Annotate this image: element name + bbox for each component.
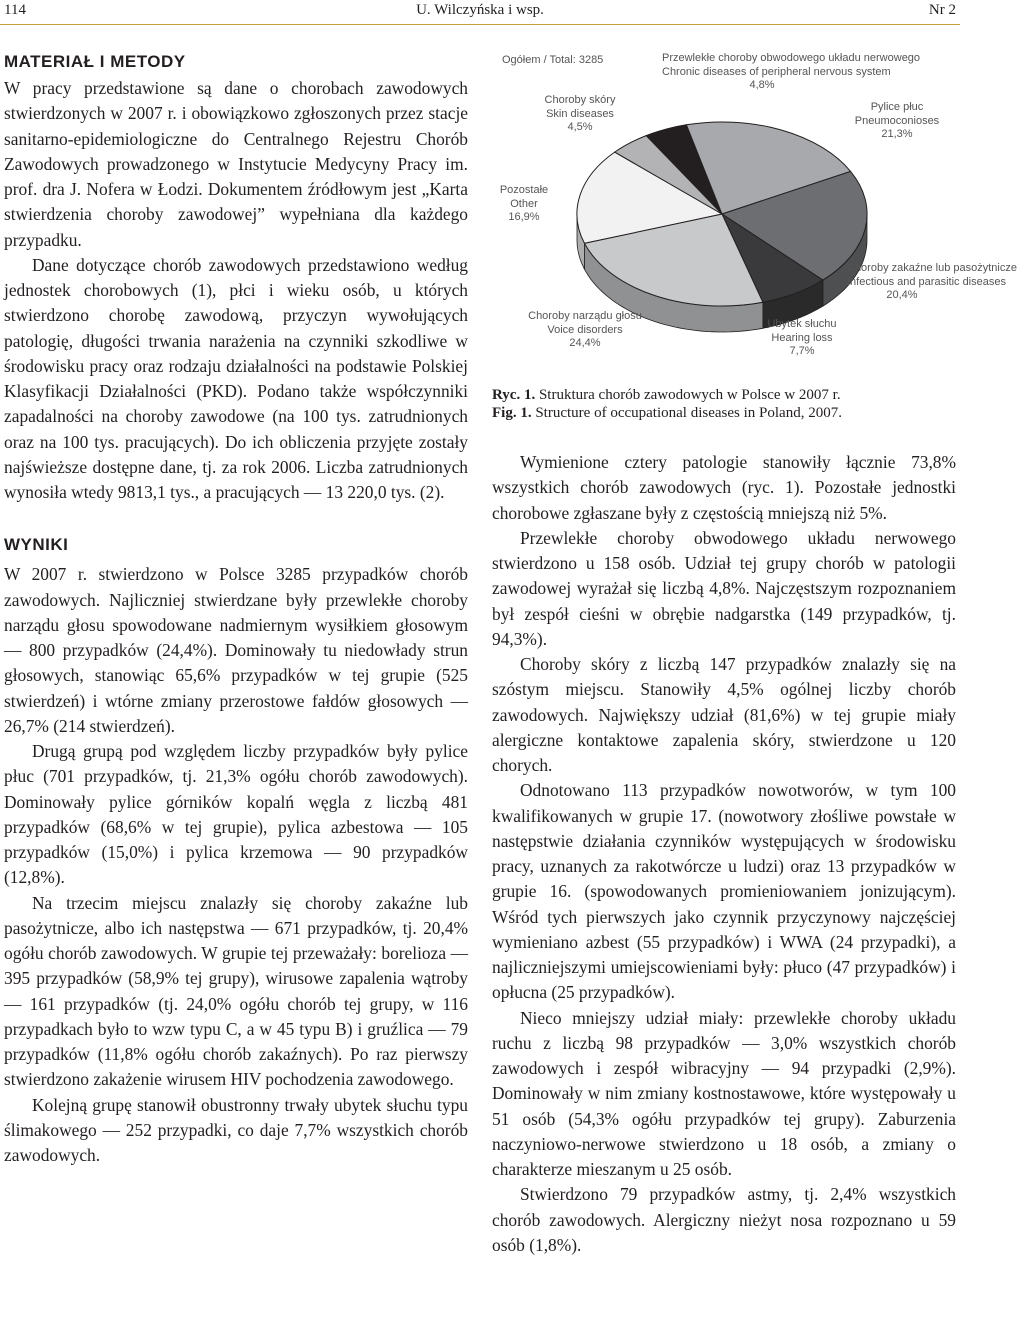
caption-label: Fig. 1. — [492, 405, 532, 421]
left-column — [4, 44, 468, 1168]
page-header — [0, 0, 960, 28]
slice-label-nervous-system: Przewlekłe choroby obwodowego układu nerwowego Chronic diseases of peripheral nervous system 4,8% — [662, 52, 921, 91]
paragraph: Odnotowano 113 przypadków nowotworów, w tym 100 kwalifikowanych w grupie 17. (nowotwory złośliwe powstałe w następstwie działania czynników występujących w środowisku pracy, uznanych za rakotwórcze u ludzi) oraz 13 przypadków w grupie 16. (spowodowanych promieniowaniem jonizującym). Wśród tych pierwszych jako czynnik przyczynowy najczęściej wymieniano azbest (55 przypadków) i WWA (24 przypadki), a najliczniejszymi umiejscowieniami były: płuco (47 przypadków) i opłucna (25 przypadków). — [492, 780, 956, 1003]
paragraph: Choroby skóry z liczbą 147 przypadków znalazły się na szóstym miejscu. Stanowiły 4,5% ogólnej liczby chorób zawodowych. Największy udział (81,6%) w tej grupie miały alergiczne kontaktowe zapalenia skóry, stwierdzone u 120 chorych. — [492, 654, 956, 775]
slice-label-hearing-loss: Ubytek słuchu Hearing loss 7,7% — [767, 318, 837, 357]
paragraph: W 2007 r. stwierdzono w Polsce 3285 przypadków chorób zawodowych. Najliczniej stwierdzane były przewlekłe choroby narządu głosu spowodowane nadmiernym wysiłkiem głosowym — 800 przypadków (24,4%). Dominowały tu niedowłady strun głosowych, stanowiąc 65,6% przypadków w tej grupie (525 stwierdzeń) i wtórne zmiany przerostowe fałdów głosowych — 26,7% (214 stwierdzeń). — [4, 564, 468, 736]
slice-label-other: Pozostałe Other 16,9% — [499, 184, 549, 223]
paragraph: W pracy przedstawione są dane o chorobach zawodowych stwierdzonych w 2007 r. i obowiązkowo zgłoszonych przez stacje sanitarno-epidemiologiczne do Centralnego Rejestru Chorób Zawodowych prowadzonego w Instytucie Medycyny Pracy im. prof. dra J. Nofera w Łodzi. Dokumentem źródłowym jest „Karta stwierdzenia choroby zawodowej” wypełniana dla każdego przypadku. — [4, 78, 468, 250]
caption-polish: Ryc. 1. Struktura chorób zawodowych w Polsce w 2007 r. — [492, 387, 841, 403]
paragraph: Drugą grupą pod względem liczby przypadków były pylice płuc (701 przypadków, tj. 21,3% ogółu chorób zawodowych). Dominowały pylice górników kopalń węgla z liczbą 481 przypadków (68,6% w tej grupie), pylica azbestowa — 105 przypadków (15,0%) i pylica krzemowa — 90 przypadków (12,8%). — [4, 741, 468, 888]
slice-label-infectious: Choroby zakaźne lub pasożytnicze Infectious and parasitic diseases 20,4% — [847, 262, 1017, 301]
running-head-authors: U. Wilczyńska i wsp. — [416, 2, 544, 18]
caption-label: Ryc. 1. — [492, 387, 536, 403]
paragraph: Wymienione cztery patologie stanowiły łącznie 73,8% wszystkich chorób zawodowych (ryc. 1). Pozostałe jednostki chorobowe zgłaszane były z częstością mniejszą niż 5%. — [492, 452, 956, 523]
paragraph: Nieco mniejszy udział miały: przewlekłe choroby układu ruchu z liczbą 98 przypadków — 3,0% wszystkich chorób zawodowych i zespół wibracyjny — 94 przypadki (2,9%). Dominowały w nim zmiany kostnostawowe, które występowały u 51 osób (54,3% ogółu przypadków tej grupy). Zaburzenia naczyniowo-nerwowe stwierdzono u 18 osób, a zmiany o charakterze mieszanym u 25 osób. — [492, 1007, 956, 1179]
page-number: 114 — [4, 2, 26, 18]
slice-label-skin-diseases: Choroby skóry Skin diseases 4,5% — [544, 94, 616, 133]
header-rule — [0, 24, 960, 25]
paragraph: Na trzecim miejscu znalazły się choroby zakaźne lub pasożytnicze, albo ich następstwa — 671 przypadków, tj. 20,4% ogółu chorób zawodowych. W grupie tej przeważały: borelioza — 395 przypadków (58,9% tej grupy), wirusowe zapalenia wątroby — 161 przypadków (tj. 24,0% ogółu chorób tej grupy, w 116 przypadkach było to wzw typu C, a w 45 typu B) i gruźlica — 79 przypadków (11,8% ogółu chorób zakaźnych). Po raz pierwszy stwierdzono zakażenie wirusem HIV pochodzenia zawodowego. — [4, 892, 468, 1090]
paragraph: Stwierdzono 79 przypadków astmy, tj. 2,4% wszystkich chorób zawodowych. Alergiczny nieżyt nosa rozpoznano u 59 osób (1,8%). — [492, 1184, 956, 1255]
right-text — [492, 450, 956, 1258]
figure-caption — [492, 386, 956, 422]
paragraph: Dane dotyczące chorób zawodowych przedstawiono według jednostek chorobowych (1), płci i wieku osób, u których stwierdzono chorobę zawodową, przyczyn wywołujących patologię, długości trwania narażenia na czynniki szkodliwe w środowisku pracy oraz rodzaju działalności na podstawie Polskiej Klasyfikacji Działalności (PKD). Podano także współczynniki zapadalności na choroby zawodowe (na 100 tys. zatrudnionych oraz na 100 tys. pracujących). Do ich obliczenia przyjęte zostały najświeższe dostępne dane, tj. za rok 2006. Liczba zatrudnionych wynosiła wtedy 9813,1 tys., a pracujących — 13 220,0 tys. (2). — [4, 254, 468, 502]
paragraph: Kolejną grupę stanowił obustronny trwały ubytek słuchu typu ślimakowego — 252 przypadki, co daje 7,7% wszystkich chorób zawodowych. — [4, 1094, 468, 1165]
chart-total-label: Ogółem / Total: 3285 — [502, 54, 604, 66]
right-column — [492, 46, 1017, 1258]
section-title-results: WYNIKI — [4, 535, 69, 555]
issue-number: Nr 2 — [928, 2, 956, 18]
section-title-methods: MATERIAŁ I METODY — [4, 52, 186, 71]
slice-label-voice-disorders: Choroby narządu głosu Voice disorders 24,4% — [528, 310, 642, 349]
pie-chart-figure — [492, 46, 1017, 386]
caption-english: Fig. 1. Structure of occupational diseases in Poland, 2007. — [492, 405, 842, 421]
paragraph: Przewlekłe choroby obwodowego układu nerwowego stwierdzono u 158 osób. Udział tej grupy chorób w patologii zawodowej wyrażał się liczbą 4,8%. Najczęstszym rozpoznaniem był zespół cieśni w obrębie nadgarstka (149 przypadków, tj. 94,3%). — [492, 527, 956, 649]
slice-label-pneumoconioses: Pylice płuc Pneumoconioses 21,3% — [854, 101, 940, 140]
